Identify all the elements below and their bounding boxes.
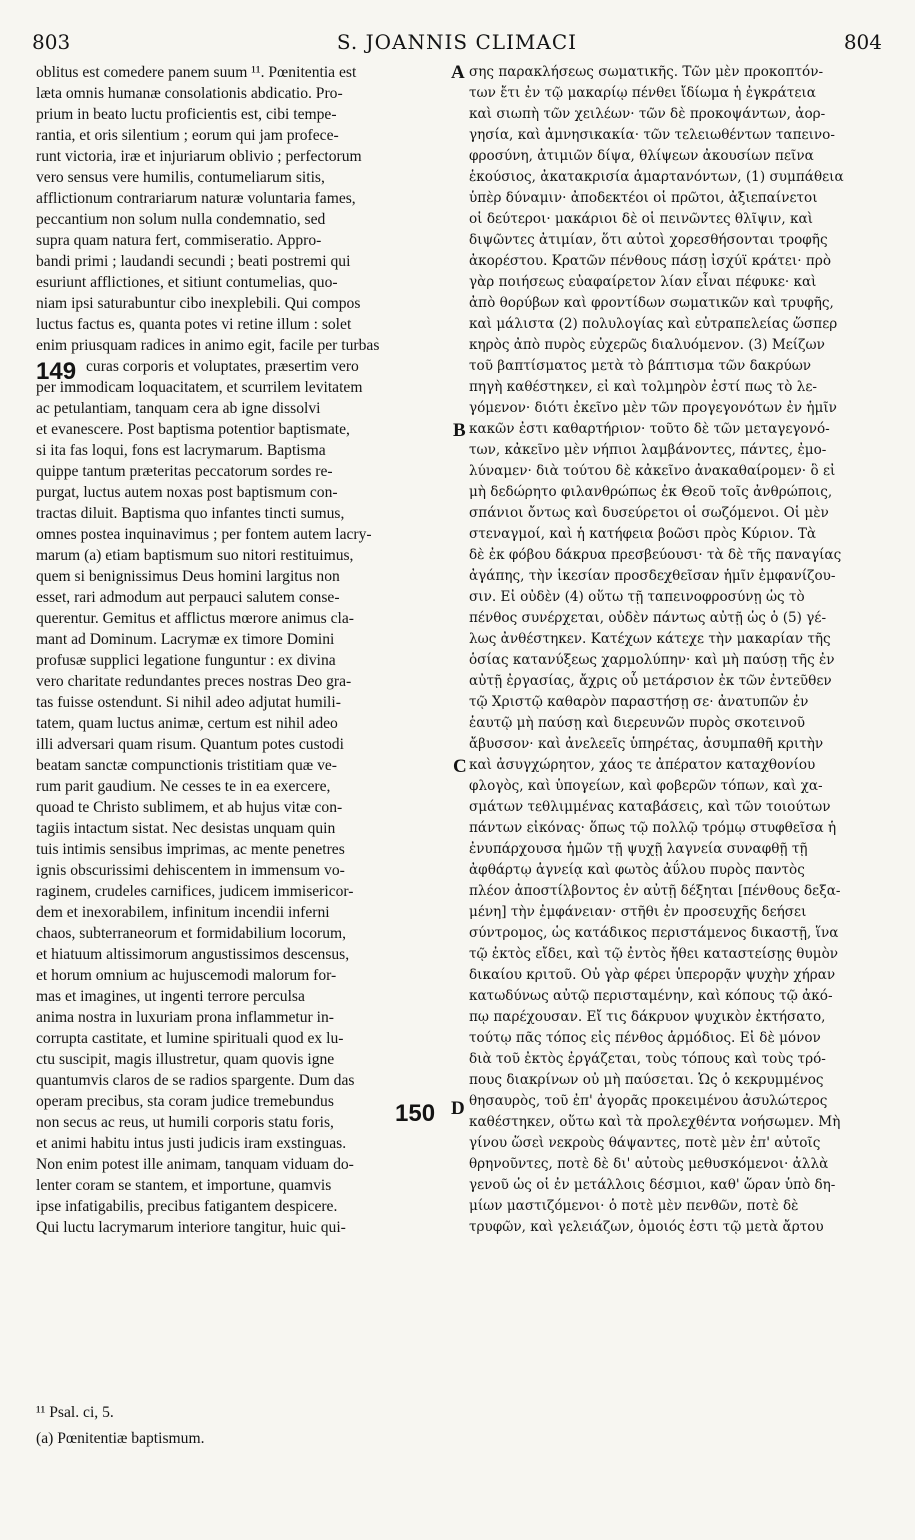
- latin-text-line: tatem, quam luctus animæ, certum est nihil adeo: [36, 715, 338, 732]
- latin-text-line: et evanescere. Post baptisma potentior baptismate,: [36, 421, 350, 438]
- latin-text-line: enim priusquam radices in animo egit, facile per turbas: [36, 337, 380, 354]
- greek-text-line: μένη] τὴν ἐμφάνειαν· στῆθι ἐν προσευχῆς δεήσει: [469, 904, 807, 920]
- latin-text-line: ignis obscurissimi dehiscentem in immensum vo-: [36, 862, 345, 879]
- greek-text-line: καὶ ἀσυγχώρητον, χάος τε ἀπέρατον καταχθονίου: [469, 757, 816, 773]
- footnote-11: ¹¹ Psal. ci, 5.: [36, 1404, 114, 1421]
- latin-text-line: mas et imagines, ut ingenti terrore perculsa: [36, 988, 305, 1005]
- latin-text-line: Non enim potest ille animam, tanquam viduam do-: [36, 1156, 354, 1173]
- latin-text-line: ac petulantiam, tanquam cera ab igne dissolvi: [36, 400, 321, 417]
- latin-text-line: quoad te Christo sublimem, et ab hujus vitæ con-: [36, 799, 343, 816]
- greek-text-line: πλέον ἀποστίλβοντος ἐν αὐτῇ δέξηται [πένθους δεξα-: [469, 883, 841, 899]
- greek-text-line: κατωδύνως αὐτῷ περισταμένην, καὶ κόπους τῷ ἀκό-: [469, 988, 833, 1004]
- greek-text-line: κακῶν ἐστι καθαρτήριον· τοῦτο δὲ τῶν μεταγεγονό-: [469, 421, 830, 437]
- latin-text-line: bandi primi ; laudandi secundi ; beati postremi qui: [36, 253, 351, 270]
- latin-text-line: ipse infatigabilis, precibus fatigantem despicere.: [36, 1198, 338, 1215]
- latin-text-line: læta omnis humanæ consolationis abdicatio. Pro-: [36, 85, 343, 102]
- greek-text-line: ἄβυσσον· καὶ ἀνελεεῖς ὑπηρέτας, ἀσυμπαθῆ κριτὴν: [469, 736, 824, 752]
- greek-text-line: πους διακρίνων οὐ μὴ παύσεται. Ὡς ὁ κεκρυμμένος: [469, 1072, 824, 1088]
- margin-letter-d: D: [451, 1098, 465, 1119]
- latin-column: [36, 62, 444, 1238]
- greek-text-line: σης παρακλήσεως σωματικῆς. Τῶν μὲν προκοπτόν-: [469, 64, 824, 80]
- greek-text-line: θρηνοῦντες, ποτὲ δὲ δι' αὐτοὺς μεθυσκόμενοι· ἀλλὰ: [469, 1156, 829, 1172]
- greek-text-line: ἑκούσιος, ἀκατακρισία ἁμαρτανόντων, (1) συμπάθεια: [469, 169, 844, 185]
- greek-column: [469, 62, 879, 1238]
- greek-text-line: τούτῳ πᾶς τόπος εἰς πένθος ἁρμόδιος. Εἰ δὲ μόνον: [469, 1030, 821, 1046]
- latin-text-line: si ita fas loqui, fons est lacrymarum. Baptisma: [36, 442, 326, 459]
- greek-text-line: τῷ Χριστῷ καθαρὸν παραστήσῃ σε· ἀνατυπῶν ἐν: [469, 694, 809, 710]
- latin-text-line: chaos, subterraneorum et formidabilium locorum,: [36, 925, 347, 942]
- greek-text-line: ἀφθάρτῳ ἁγνείᾳ καὶ φωτὸς ἀΰλου πυρὸς παντὸς: [469, 862, 805, 878]
- greek-text-line: γόμενον· διότι ἐκεῖνο μὲν τῶν προγεγονότων ἐν ἡμῖν: [469, 400, 837, 416]
- greek-text-line: δὲ ἐκ φόβου δάκρυα πρεσβεύουσι· τὰ δὲ τῆς παναγίας: [469, 547, 842, 563]
- latin-text-line: niam ipsi saturabuntur cibo inexplebili. Qui compos: [36, 295, 361, 312]
- margin-letter-c: C: [453, 756, 467, 777]
- page-number-left: 803: [32, 30, 71, 54]
- greek-text-line: ἐνυπάρχουσα ἡμῶν τῇ ψυχῇ λαγνεία συναφθῇ τῇ: [469, 841, 808, 857]
- latin-text-line: curas corporis et voluptates, præsertim vero: [86, 358, 359, 375]
- greek-text-line: γησία, καὶ ἀμνησικακία· τῶν τελειωθέντων ταπεινο-: [469, 127, 835, 143]
- greek-text-line: ὑπὲρ δύναμιν· ἀποδεκτέοι οἱ πρῶτοι, ἀξιεπαίνετοι: [469, 190, 818, 206]
- latin-text-line: rantia, et oris silentium ; eorum qui jam profece-: [36, 127, 339, 144]
- greek-text-line: των, κἀκεῖνο μὲν νήπιοι λαμβάνοντες, πάντες, ἐμο-: [469, 442, 827, 458]
- greek-text-line: πένθος συνέρχεται, οὐδὲν πάντως αὐτῇ ὡς ὁ (5) γέ-: [469, 610, 827, 626]
- latin-text-line: afflictionum contrariarum naturæ voluntaria fames,: [36, 190, 356, 207]
- page-number-right: 804: [843, 30, 882, 54]
- latin-text-line: mant ad Dominum. Lacrymæ ex timore Domini: [36, 631, 335, 648]
- greek-text-line: πῳ παρέχουσαν. Εἴ τις δάκρυον ψυχικὸν ἐκτήσατο,: [469, 1009, 826, 1025]
- latin-text-line: tagiis intactum sistat. Nec desistas unquam quin: [36, 820, 336, 837]
- page-header: [32, 30, 882, 58]
- latin-text-line: beatam sanctæ compunctionis tristitiam quæ ve-: [36, 757, 337, 774]
- latin-text-line: quantumvis claros de se radios spargente. Dum das: [36, 1072, 355, 1089]
- latin-text-line: esset, rari admodum aut perpauci salutem conse-: [36, 589, 340, 606]
- greek-text-line: ἀπὸ θορύβων καὶ φροντίδων σωματικῶν καὶ τρυφῆς,: [469, 295, 834, 311]
- latin-text-line: profusæ supplici legatione funguntur : ex divina: [36, 652, 336, 669]
- margin-letter-b: B: [453, 420, 466, 441]
- greek-text-line: γίνου ὥσεὶ νεκροὺς θάψαντες, ποτὲ μὲν ἐπ' αὐτοῖς: [469, 1135, 821, 1151]
- latin-text-line: rum parit gaudium. Ne cesses te in ea exercere,: [36, 778, 331, 795]
- latin-text-line: supra quam natura fert, commiseratio. Appro-: [36, 232, 322, 249]
- latin-text-line: tuis intimis sensibus imprimas, ac mente penetres: [36, 841, 345, 858]
- greek-text-line: δικαίου κριτοῦ. Οὐ γὰρ φέρει ὑπερορᾷν ψυχὴν χήραν: [469, 967, 836, 983]
- footnotes: [36, 1400, 456, 1452]
- latin-text-line: marum (a) etiam baptismum suo nitori restituimus,: [36, 547, 354, 564]
- greek-text-line: ἀκορέστου. Κρατῶν πένθους πάσῃ ἰσχύϊ κράτει· πρὸ: [469, 253, 832, 269]
- greek-text-line: τρυφῶν, καὶ γελειάζων, ὁμοιός ἐστι τῷ μετὰ ἄρτου: [469, 1219, 824, 1235]
- greek-text-line: θησαυρὸς, τοῦ ἐπ' ἀγορᾶς προκειμένου ἀσυλώτερος: [469, 1093, 828, 1109]
- latin-text-line: per immodicam loquacitatem, et scurrilem levitatem: [36, 379, 363, 396]
- latin-text-line: querentur. Gemitus et afflictus mœrore animus cla-: [36, 610, 354, 627]
- greek-text-line: γὰρ ποιήσεως εὐαφαίρετον λίαν εἶναι πέφυκε· καὶ: [469, 274, 817, 290]
- greek-text-line: ἀγάπης, τὴν ἱκεσίαν προσδεχθεῖσαν ἡμῖν ἐμφανίζου-: [469, 568, 836, 584]
- latin-text-line: lenter coram se stantem, et importune, quamvis: [36, 1177, 332, 1194]
- latin-text-line: anima nostra in luxuriam prona inflammetur in-: [36, 1009, 334, 1026]
- greek-text-line: σύντρομος, ὡς κατάδικος περιστάμενος δικαστῇ, ἵνα: [469, 925, 839, 941]
- greek-text-line: καὶ μάλιστα (2) πολυλογίας καὶ εὐτραπελείας ὥσπερ: [469, 316, 838, 332]
- greek-text-line: τοῦ βαπτίσματος μετὰ τὸ βάπτισμα τῶν δακρύων: [469, 358, 812, 374]
- greek-text-line: διψῶντες ἀτιμίαν, ὅτι αὐτοὶ χορεσθήσονται τροφῆς: [469, 232, 828, 248]
- latin-text-line: et hiatuum altissimorum angustissimos descensus,: [36, 946, 350, 963]
- latin-text-line: dem et inexorabilem, infinitum incendii inferni: [36, 904, 330, 921]
- greek-text-line: κηρὸς ἀπὸ πυρὸς εὐχερῶς διαλυόμενον. (3) Μείζων: [469, 337, 825, 353]
- greek-text-line: των ἔτι ἐν τῷ μακαρίῳ πένθει ἴδίωμα ἡ ἐγκράτεια: [469, 85, 816, 101]
- margin-letter-a: A: [451, 62, 465, 83]
- latin-text-line: raginem, crudeles carnifices, judicem immisericor-: [36, 883, 354, 900]
- latin-text-line: luctus factus es, quanta potes vi retine illum : solet: [36, 316, 352, 333]
- footnote-a: (a) Pœnitentiæ baptismum.: [36, 1430, 205, 1447]
- greek-text-line: σπάνιοι ὄντως καὶ δυσεύρετοι οἱ σωζόμενοι. Οἱ μὲν: [469, 505, 829, 521]
- greek-text-line: γενοῦ ὡς οἱ ἐν μετάλλοις δέσμιοι, καθ' ὥραν ὑπὸ δη-: [469, 1177, 836, 1193]
- page-number-150: 150: [395, 1100, 436, 1127]
- latin-text-line: et horum omnium ac hujuscemodi malorum for-: [36, 967, 337, 984]
- greek-text-line: λως ἀνθέστηκεν. Κατέχων κάτεχε τὴν μακαρίαν τῆς: [469, 631, 831, 647]
- greek-text-line: μίων μαστιζόμενοι· ὁ ποτὲ μὲν πενθῶν, ποτὲ δὲ: [469, 1198, 799, 1214]
- running-title: S. JOANNIS CLIMACI: [336, 30, 578, 54]
- greek-text-line: διὰ τοῦ ἐκτὸς ἐργάζεται, τοὺς τόπους καὶ τοὺς τρό-: [469, 1051, 826, 1067]
- greek-text-line: λύναμεν· διὰ τούτου δὲ κἀκεῖνο ἀνακαθαίρομεν· ὃ εἰ: [469, 463, 836, 479]
- greek-text-line: στεναγμοί, καὶ ἡ κατήφεια βοῶσι πρὸς Κύριον. Τὰ: [469, 526, 817, 542]
- greek-text-line: σμάτων τεθλιμμένας καταβάσεις, καὶ τῶν τοιούτων: [469, 799, 831, 815]
- latin-text-line: tractas diluit. Baptisma quo infantes tincti sumus,: [36, 505, 345, 522]
- greek-text-line: πάντων εἰκόνας· ὅπως τῷ πολλῷ τρόμῳ στυφθεῖσα ἡ: [469, 820, 837, 836]
- latin-text-line: vero charitate redundantes preces nostras Deo gra-: [36, 673, 352, 690]
- latin-text-line: non secus ac reus, ut humili corporis statu foris,: [36, 1114, 334, 1131]
- latin-text-line: purgat, luctus autem noxas post baptismum con-: [36, 484, 338, 501]
- latin-text-line: prium in beato luctu proficientis est, cibi tempe-: [36, 106, 337, 123]
- latin-text-line: et animi habitu intus justi judicis iram exstinguas.: [36, 1135, 347, 1152]
- greek-text-line: οἱ δεύτεροι· μακάριοι δὲ οἱ πεινῶντες θλῖψιν, καὶ: [469, 211, 813, 227]
- greek-text-line: ἑαυτῷ μὴ παύσῃ καὶ διερευνῶν πυρὸς σκοτεινοῦ: [469, 715, 806, 731]
- latin-text-line: esuriunt afflictiones, et sitiunt contumelias, quo-: [36, 274, 338, 291]
- greek-text-line: ὁσίας κατανύξεως χαρμολύπην· καὶ μὴ παύσῃ τῆς ἐν: [469, 652, 835, 668]
- greek-text-line: μὴ δεδώρητο φιλανθρώπως ἐκ Θεοῦ τοῖς ἀνθρώποις,: [469, 484, 833, 500]
- greek-text-line: καὶ σιωπὴ τῶν χειλέων· τῶν δὲ προκοψάντων, ἀορ-: [469, 106, 826, 122]
- latin-text-line: peccantium non solum nulla condemnatio, sed: [36, 211, 326, 228]
- latin-text-line: oblitus est comedere panem suum ¹¹. Pœnitentia est: [36, 64, 357, 81]
- latin-text-line: quem si benignissimus Deus homini largitus non: [36, 568, 340, 585]
- greek-text-line: καθέστηκεν, οὕτω καὶ τὰ προλεχθέντα νοήσωμεν. Μὴ: [469, 1114, 841, 1130]
- greek-text-line: σιν. Εἰ οὐδὲν (4) οὕτω τῇ ταπεινοφροσύνῃ ὡς τὸ: [469, 589, 805, 605]
- greek-text-line: φροσύνη, ἀτιμιῶν δίψα, θλίψεων ἀκουσίων πεῖνα: [469, 148, 814, 164]
- greek-text-line: πηγὴ καθέστηκεν, εἰ καὶ τολμηρὸν ἐστί πως τὸ λε-: [469, 379, 818, 395]
- latin-text-line: operam precibus, sta coram judice tremebundus: [36, 1093, 334, 1110]
- greek-text-line: τῷ ἐκτὸς εἴδει, καὶ τῷ ἐντὸς ἤθει καταστείσῃς θυμὸν: [469, 946, 839, 962]
- latin-text-line: Qui luctu lacrymarum interiore tangitur, huic qui-: [36, 1219, 346, 1236]
- page-number-149: 149: [36, 358, 77, 385]
- greek-text-line: φλογὸς, καὶ ὑπογείων, καὶ φοβερῶν τόπων, καὶ χα-: [469, 778, 823, 794]
- latin-text-line: tas fuisse ostendunt. Si nihil adeo adjutat humili-: [36, 694, 341, 711]
- latin-text-line: vero sensus vere humilis, contumeliarum sitis,: [36, 169, 325, 186]
- latin-text-line: omnes postea inquinavimus ; per fontem autem lacry-: [36, 526, 372, 543]
- latin-text-line: illi adversari quam risum. Quantum potes custodi: [36, 736, 344, 753]
- greek-text-line: αὐτῇ ἐργασίας, ἄχρις οὗ μετάρσιον ἐκ τῶν ἐντεῦθεν: [469, 673, 832, 689]
- latin-text-line: quippe tantum præteritas peccatorum sordes re-: [36, 463, 333, 480]
- latin-text-line: runt victoria, iræ et injuriarum oblivio ; perfectorum: [36, 148, 362, 165]
- latin-text-line: corrupta castitate, et lumine spirituali quod ex lu-: [36, 1030, 344, 1047]
- latin-text-line: ctu suscipit, magis illustretur, quam quovis igne: [36, 1051, 335, 1068]
